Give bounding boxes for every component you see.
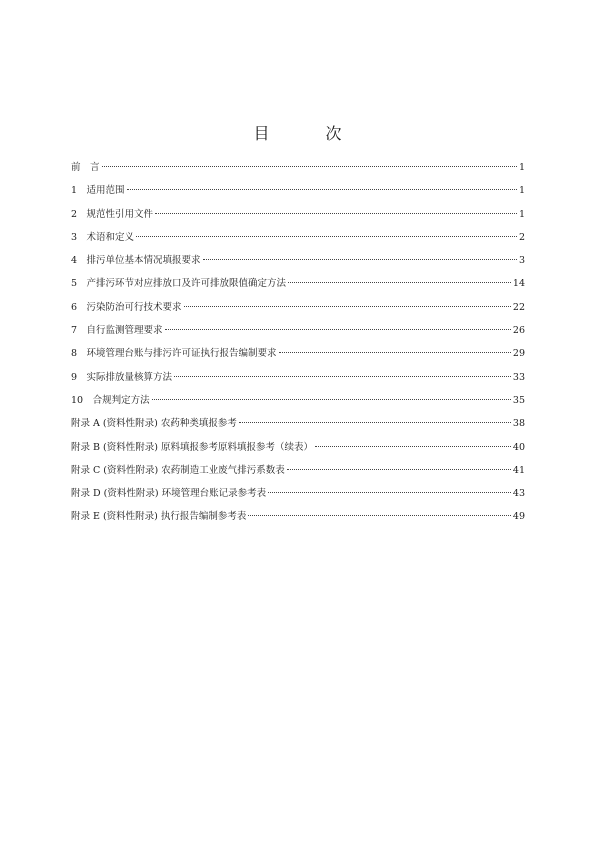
toc-entry-label: 2 规范性引用文件 (71, 208, 154, 220)
toc-entry-page: 33 (512, 371, 525, 383)
toc-entry-label: 1 适用范围 (71, 185, 125, 197)
toc-entry-label: 附录 A (资料性附录) 农药种类填报参考 (71, 418, 237, 430)
toc-entry-label: 9 实际排放量核算方法 (71, 371, 173, 383)
toc-entry-label: 附录 C (资料性附录) 农药制造工业废气排污系数表 (71, 464, 285, 476)
toc-entry-label: 8 环境管理台账与排污许可证执行报告编制要求 (71, 348, 277, 360)
toc-dot-leader (152, 399, 511, 400)
toc-entry-terms-definitions[interactable] (71, 231, 525, 254)
toc-entry-normative-references[interactable] (71, 208, 525, 231)
toc-entry-appendix-c[interactable] (71, 464, 525, 487)
toc-entry-page: 22 (512, 301, 525, 313)
toc-entry-pollution-control[interactable] (71, 301, 525, 324)
toc-entry-page: 40 (512, 441, 525, 453)
toc-dot-leader (279, 352, 511, 353)
toc-dot-leader (165, 329, 511, 330)
toc-dot-leader (239, 422, 511, 423)
toc-dot-leader (315, 446, 511, 447)
toc-title: 目 次 (253, 124, 362, 143)
toc-entry-page: 41 (512, 464, 525, 476)
toc-entry-discharge-limits[interactable] (71, 277, 525, 300)
toc-entry-scope[interactable] (71, 184, 525, 207)
toc-entry-page: 1 (518, 185, 525, 197)
toc-entry-page: 26 (512, 325, 525, 337)
toc-entry-page: 29 (512, 348, 525, 360)
toc-entry-page: 3 (518, 255, 525, 267)
toc-entry-ledger-report[interactable] (71, 347, 525, 370)
toc-entry-page: 38 (512, 418, 525, 430)
toc-entry-preface[interactable] (71, 161, 525, 184)
toc-entry-page: 2 (518, 231, 525, 243)
toc-dot-leader (203, 259, 517, 260)
toc-entry-appendix-e[interactable] (71, 510, 525, 533)
toc-entry-self-monitoring[interactable] (71, 324, 525, 347)
toc-entry-page: 35 (512, 394, 525, 406)
toc-dot-leader (127, 189, 517, 190)
toc-entry-label: 7 自行监测管理要求 (71, 325, 163, 337)
toc-entry-compliance[interactable] (71, 394, 525, 417)
toc-dot-leader (174, 376, 511, 377)
toc-dot-leader (102, 166, 517, 167)
toc-dot-leader (136, 236, 517, 237)
toc-entry-page: 14 (512, 278, 525, 290)
toc-entry-label: 前 言 (71, 162, 100, 173)
toc-entry-basic-info[interactable] (71, 254, 525, 277)
toc-dot-leader (155, 213, 517, 214)
toc-entry-page: 49 (512, 511, 525, 523)
toc-entry-appendix-a[interactable] (71, 417, 525, 440)
toc-entry-label: 3 术语和定义 (71, 231, 135, 243)
toc-entry-page: 1 (518, 162, 525, 173)
toc-dot-leader (268, 492, 511, 493)
toc-entry-label: 附录 D (资料性附录) 环境管理台账记录参考表 (71, 488, 267, 500)
toc-entry-label: 附录 B (资料性附录) 原料填报参考原料填报参考（续表） (71, 441, 313, 453)
toc-entry-label: 附录 E (资料性附录) 执行报告编制参考表 (71, 511, 247, 523)
toc-entry-label: 4 排污单位基本情况填报要求 (71, 255, 201, 267)
toc-entry-label: 5 产排污环节对应排放口及许可排放限值确定方法 (71, 278, 287, 290)
toc-entry-appendix-d[interactable] (71, 487, 525, 510)
toc-entry-emission-accounting[interactable] (71, 371, 525, 394)
toc-dot-leader (248, 515, 510, 516)
toc-entry-appendix-b[interactable] (71, 441, 525, 464)
toc-entry-label: 6 污染防治可行技术要求 (71, 301, 182, 313)
toc-list (71, 161, 525, 534)
toc-entry-page: 43 (512, 488, 525, 500)
toc-dot-leader (288, 282, 511, 283)
toc-entry-page: 1 (518, 208, 525, 220)
toc-dot-leader (287, 469, 511, 470)
toc-dot-leader (184, 306, 511, 307)
toc-entry-label: 10 合规判定方法 (71, 394, 150, 406)
